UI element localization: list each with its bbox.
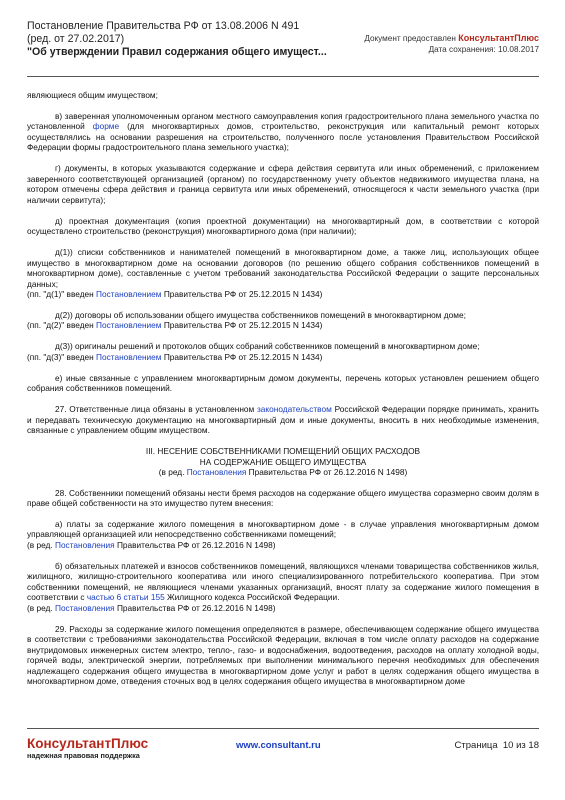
note-text: Правительства РФ от 26.12.2016 N 1498) — [116, 539, 276, 550]
paragraph-g: г) документы, в которых указываются содержание и сфера действия сервитута или иных обременений, с приложением заверенного соответствующей организацией (органом) по государственному учету объектов недвижимого имущества плана, на котором отмечены сфера действия и граница сервитута или иных обременений, относящегося к части земельного участка (при наличии сервитута); — [27, 163, 539, 205]
footer-site-link[interactable]: www.consultant.ru — [236, 740, 321, 751]
link-resolution-28a[interactable]: Постановления — [54, 539, 115, 550]
section-amendment-note — [27, 467, 539, 478]
paragraph-d1: д(1)) списки собственников и нанимателей помещений в многоквартирном доме, а также лиц, использующих общее имущество в многоквартирном доме на основании договоров (по решению общего собрания собственников помещений в многоквартирном доме), составленные с учетом требований законодательства Российской Федерации о защите персональных данных; — [27, 247, 539, 289]
paragraph-27 — [27, 404, 539, 436]
section-title-line-2: НА СОДЕРЖАНИЕ ОБЩЕГО ИМУЩЕСТВА — [199, 456, 367, 467]
note-text: (в ред. — [158, 467, 185, 478]
doc-title-line-3: "Об утверждении Правил содержания общего имущест... — [27, 46, 327, 58]
note-text: Правительства РФ от 26.12.2016 N 1498) — [248, 467, 408, 478]
amendment-note-d3 — [27, 352, 539, 363]
footer-brand: КонсультантПлюс — [27, 736, 149, 751]
note-text: (пп. "д(2)" введен — [27, 320, 94, 331]
paragraph-text: в) заверенная уполномоченным органом местного самоуправления копия градостроительного плана земельного участка по установленной — [27, 110, 539, 132]
page-label: Страница — [454, 740, 498, 751]
paragraph-d: д) проектная документация (копия проектной документации) на многоквартирный дом, в соответствии с которой осуществлено строительство (реконструкция) многоквартирного дома (при наличии); — [27, 215, 539, 237]
link-housing-code-article[interactable]: частью 6 статьи 155 — [86, 592, 165, 603]
footer-divider — [27, 728, 539, 729]
note-text: (пп. "д(3)" введен — [27, 351, 94, 362]
note-text: Правительства РФ от 26.12.2016 N 1498) — [116, 602, 276, 613]
paragraph-28b — [27, 561, 539, 603]
page-number — [455, 740, 539, 751]
link-legislation[interactable]: законодательством — [256, 404, 332, 415]
paragraph-text: Жилищного кодекса Российской Федерации. — [167, 592, 340, 603]
page-of: из — [516, 740, 526, 751]
provided-by — [364, 33, 539, 44]
header-divider — [27, 76, 539, 77]
note-text: (пп. "д(1)" введен — [27, 289, 94, 300]
footer-tagline: надежная правовая поддержка — [27, 751, 140, 760]
provenance-block — [364, 33, 539, 55]
note-text: Правительства РФ от 25.12.2015 N 1434) — [163, 289, 323, 300]
page-current: 10 — [502, 740, 514, 751]
link-resolution-d1[interactable]: Постановлением — [96, 289, 162, 300]
link-resolution-section[interactable]: Постановления — [186, 467, 247, 478]
amendment-note-d2 — [27, 320, 539, 331]
section-title-line-1: III. НЕСЕНИЕ СОБСТВЕННИКАМИ ПОМЕЩЕНИЙ ОБЩИХ РАСХОДОВ — [145, 446, 421, 457]
provided-brand: КонсультантПлюс — [458, 33, 539, 43]
note-text: (в ред. — [27, 602, 53, 613]
amendment-note-28a — [27, 540, 539, 551]
link-resolution-d2[interactable]: Постановлением — [96, 320, 162, 331]
paragraph-text: 27. Ответственные лица обязаны в установленном — [55, 404, 255, 415]
footer-logo — [27, 736, 148, 761]
link-form[interactable]: форме — [92, 121, 120, 132]
note-text: Правительства РФ от 25.12.2015 N 1434) — [163, 351, 323, 362]
paragraph-text: Российской Федерации порядке принимать, хранить и передавать техническую документацию на многоквартирный дом и иные документы, вносить в них необходимые изменения, связанные с управлением общим имуществом. — [27, 404, 539, 436]
paragraph-d3: д(3)) оригиналы решений и протоколов общих собраний собственников помещений в многоквартирном доме; — [55, 341, 480, 352]
provided-prefix: Документ предоставлен — [364, 34, 456, 43]
page-total: 18 — [528, 740, 539, 751]
paragraph-29: 29. Расходы за содержание жилого помещения определяются в размере, обеспечивающем содержание общего имущества в соответствии с требованиями законодательства Российской Федерации, включая в том числе оплату расходов на содержание внутридомовых инженерных систем электро, тепло-, газо- и водоснабжения, водоотведения, расходов на оплату холодной воды, горячей воды, электрической энергии, потребляемых при выполнении минимального перечня необходимых для обеспечения надлежащего содержания общего имущества в многоквартирном доме услуг и работ в целях содержания общего имущества в многоквартирном доме, отведения сточных вод в целях содержания общего имущества в многоквартирном доме — [27, 623, 539, 687]
paragraph-e: е) иные связанные с управлением многоквартирным домом документы, перечень которых установлен решением общего собрания собственников помещений. — [27, 372, 539, 394]
save-date: Дата сохранения: 10.08.2017 — [428, 45, 539, 54]
paragraph-text: б) обязательных платежей и взносов собственников помещений, являющихся членами товарищества собственников жилья, жилищного, жилищно-строительного кооператива или иного специализированного потребительского кооператива. При этом собственники помещений, не являющиеся членами указанных организаций, вносят плату за содержание жилого помещения в соответствии с — [27, 560, 539, 603]
paragraph-continuation: являющиеся общим имуществом; — [27, 90, 158, 100]
document-title-block — [27, 20, 327, 59]
paragraph-28: 28. Собственники помещений обязаны нести бремя расходов на содержание общего имущества соразмерно своим долям в праве общей собственности на это имущество путем внесения: — [27, 487, 539, 509]
note-text: Правительства РФ от 25.12.2015 N 1434) — [163, 320, 323, 331]
paragraph-text: (для многоквартирных домов, строительство, реконструкция или капитальный ремонт которых осуществлялись на основании разрешения на строительство, полученного после установления Правительством Российской Федерации формы градостроительного плана земельного участка); — [27, 121, 539, 153]
section-heading — [27, 446, 539, 478]
note-text: (в ред. — [27, 539, 53, 550]
paragraph-v — [27, 111, 539, 153]
link-resolution-d3[interactable]: Постановлением — [96, 351, 162, 362]
amendment-note-d1 — [27, 289, 539, 300]
doc-title-line-2: (ред. от 27.02.2017) — [27, 33, 125, 45]
paragraph-28a: а) платы за содержание жилого помещения в многоквартирном доме - в случае управления многоквартирным домом управляющей организацией или непосредственно собственниками помещений; — [27, 518, 539, 540]
doc-title-line-1: Постановление Правительства РФ от 13.08.2006 N 491 — [27, 20, 300, 32]
paragraph-d2: д(2)) договоры об использовании общего имущества собственников помещений в многоквартирном доме; — [55, 309, 466, 320]
amendment-note-28b — [27, 603, 539, 614]
document-body — [27, 90, 539, 697]
page-header — [27, 20, 539, 72]
link-resolution-28b[interactable]: Постановления — [54, 602, 115, 613]
